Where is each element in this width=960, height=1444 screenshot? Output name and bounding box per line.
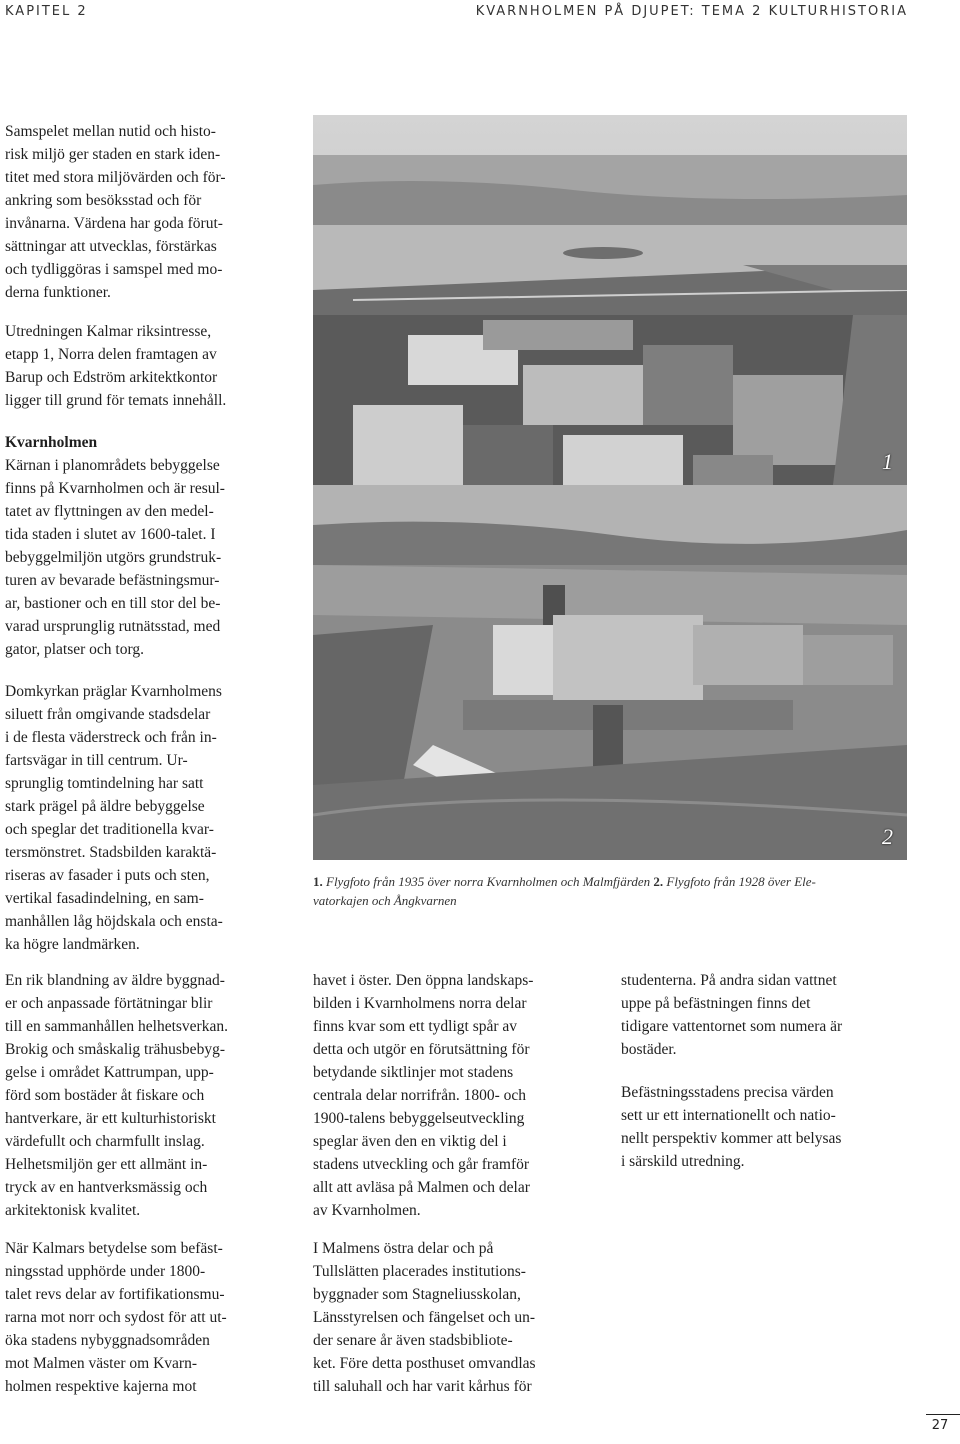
source-paragraph: Utredningen Kalmar riksintresse, etapp 1, Norra delen framtagen av Barup och Edström arkitektkontor ligger till grund för temats innehåll. <box>5 323 227 409</box>
kvarnholmen-section <box>5 431 300 661</box>
domkyrkan-paragraph: Domkyrkan präglar Kvarnholmens siluett från omgivande stadsdelar i de flesta väderstreck och från in- fartsvägar in till centrum. Ur- sprunglig tomtindelning har satt stark prägel på äldre bebyggelse och speglar det traditionella kvar- tersmönstret. Stadsbilden karaktä- riseras av fasader i puts och sten, vertikal fasadindelning, en sam- manhållen låg höjdskala och ensta- ka högre landmärken. <box>5 683 223 953</box>
intro-paragraph: Samspelet mellan nutid och histo- risk miljö ger staden en stark iden- titet med stora miljövärden och för- ankring som besöksstad och för invånarna. Värdena har goda förut- sättningar att utvecklas, förstärkas och tydliggöras i samspel med mo- derna funktioner. <box>5 123 226 301</box>
aerial-photo-1928 <box>313 485 907 860</box>
blandning-paragraph: En rik blandning av äldre byggnad- er och anpassade förtätningar blir till en sammanhållen helhetsverkan. Brokig och småskalig trähusbebyg- gelse i området Kattrumpan, upp- förd som bostäder åt fiskare och hantverkare, är ett kulturhistoriskt värdefullt och charmfullt inslag. Helhetsmiljön ger ett allmänt in- tryck av en hantverksmässig och arkitektonisk kvalitet. <box>5 972 228 1219</box>
havet-paragraph: havet i öster. Den öppna landskaps- bilden i Kvarnholmens norra delar finns kvar som ett tydligt spår av detta och utgör en förutsättning för betydande siktlinjer mot stadens centrala delar norrifrån. 1800- och 1900-talens bebyggelseutveckling speglar även den en viktig del i stadens utveckling och går framför allt att avläsa på Malmen och delar av Kvarnholmen. <box>313 972 534 1219</box>
photo-caption <box>313 872 913 910</box>
page-number-rule <box>926 1414 960 1415</box>
caption-num-2: 2. <box>653 874 664 889</box>
kvarnholmen-heading: Kvarnholmen <box>5 434 98 451</box>
page-number: 27 <box>931 1418 949 1433</box>
caption-text-1: Flygfoto från 1935 över norra Kvarnholmen och Malmfjärden <box>322 874 654 889</box>
caption-num-1: 1. <box>313 874 323 889</box>
caption-text-2: Flygfoto från 1928 över Ele- vatorkajen och Ångkvarnen <box>313 874 816 908</box>
theme-label: KVARNHOLMEN PÅ DJUPET: TEMA 2 KULTURHISTORIA <box>475 4 908 19</box>
page-header <box>0 0 960 24</box>
studenterna-paragraph: studenterna. På andra sidan vattnet uppe på befästningen finns det tidigare vattentornet som numera är bostäder. <box>621 972 843 1058</box>
chapter-label: KAPITEL 2 <box>5 4 88 19</box>
aerial-photo-1935 <box>313 115 907 485</box>
photo-2-number: 2 <box>882 824 893 849</box>
befastningsstaden-paragraph: Befästningsstadens precisa värden sett ur ett internationellt och natio- nellt perspektiv kommer att belysas i särskild utredning. <box>621 1084 842 1170</box>
photo-1-number: 1 <box>882 449 893 474</box>
malmen-paragraph: I Malmens östra delar och på Tullslätten placerades institutions- byggnader som Stagneliusskolan, Länsstyrelsen och fängelset och un- der senare år även stadsbibliote- ket. Före detta posthuset omvandlas till saluhall och har varit kårhus för <box>313 1240 536 1395</box>
befastning-paragraph: När Kalmars betydelse som befäst- ningsstad upphörde under 1800- talet revs delar av fortifikationsmu- rarna mot norr och sydost för att ut- öka stadens nybyggnadsområden mot Malmen väster om Kvarn- holmen respektive kajerna mot <box>5 1240 227 1395</box>
kvarnholmen-paragraph: Kärnan i planområdets bebyggelse finns på Kvarnholmen och är resul- tatet av flyttningen av den medel- tida staden i slutet av 1600-talet. I bebyggelmiljön utgörs grundstruk- turen av bevarade befästningsmur- ar, bastioner och en till stor del be- varad ursprunglig rutnätsstad, med gator, platser och torg. <box>5 457 225 658</box>
